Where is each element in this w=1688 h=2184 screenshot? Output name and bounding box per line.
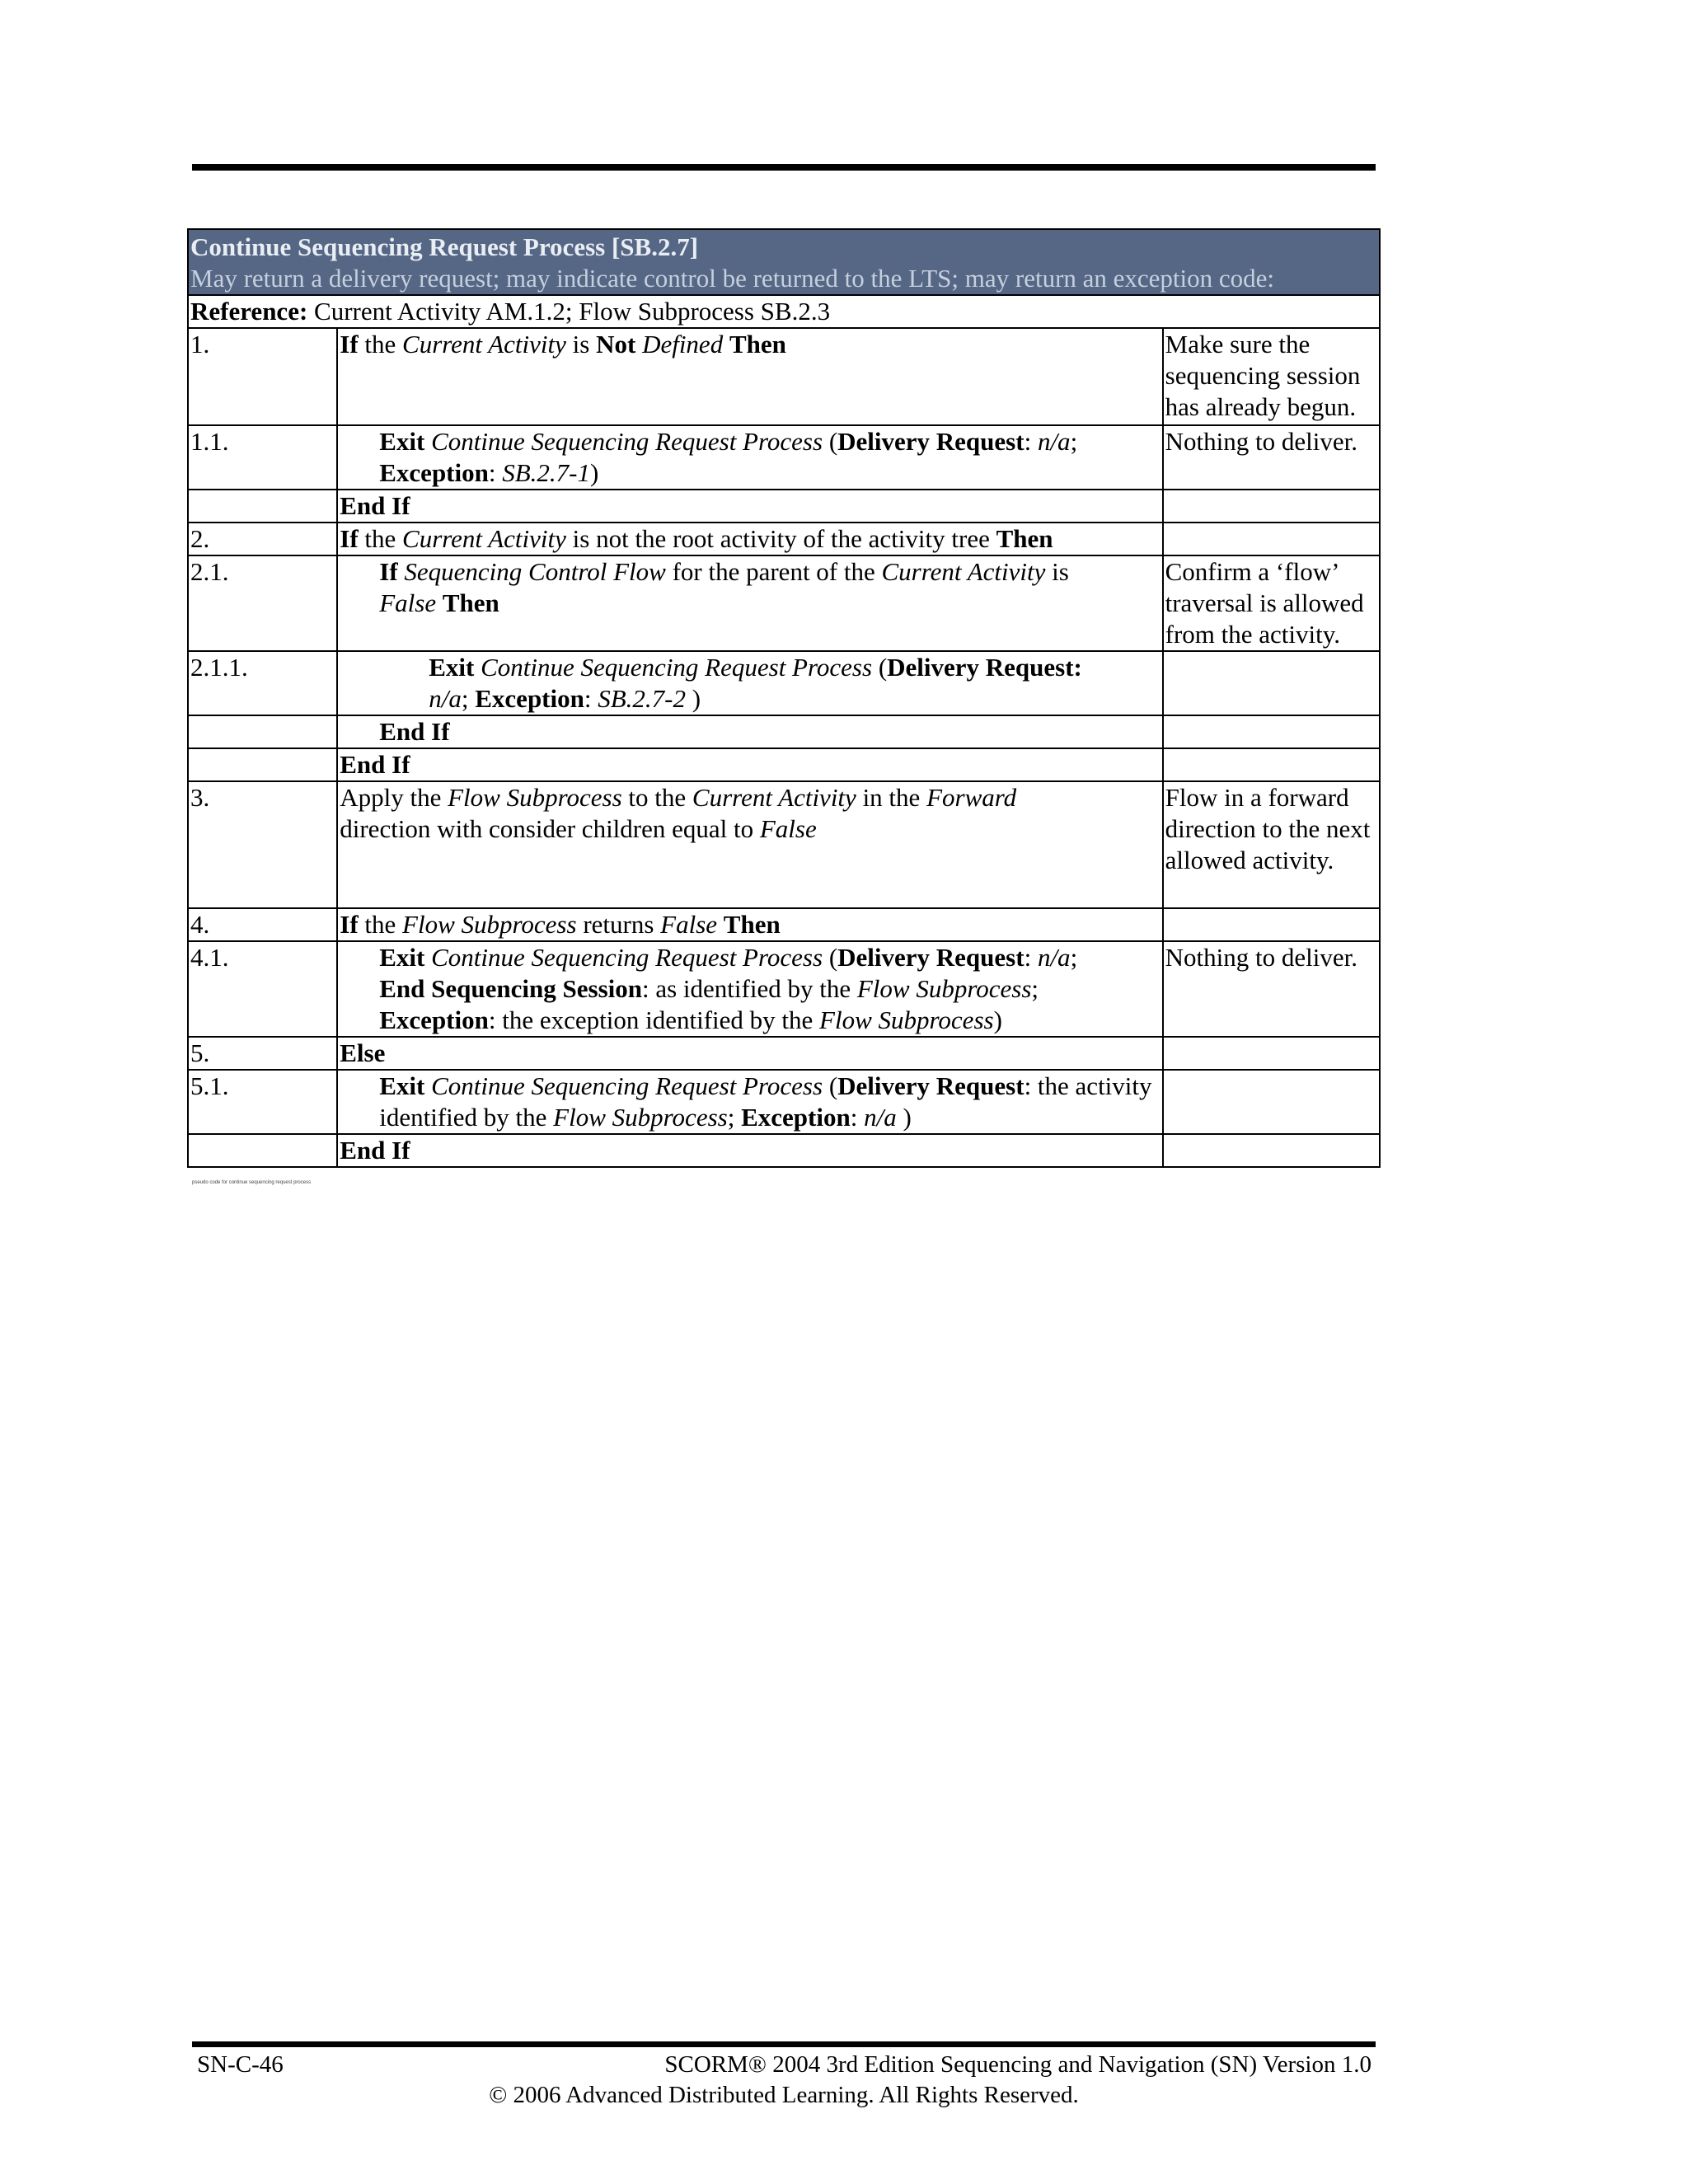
step-text-segment: Delivery Request bbox=[837, 1071, 1025, 1100]
step-text-segment: Defined bbox=[642, 330, 724, 359]
step-note bbox=[1163, 523, 1380, 555]
step-text-segment: : bbox=[850, 1103, 865, 1132]
step-text-segment: ) bbox=[686, 684, 701, 713]
pseudo-code-table bbox=[187, 228, 1381, 1168]
step-number: 1.1. bbox=[188, 425, 337, 490]
step-text-segment: Sequencing Control Flow bbox=[404, 557, 666, 586]
step-text-segment: Current Activity bbox=[402, 524, 566, 553]
step-text-segment: If bbox=[340, 330, 359, 359]
step-text-segment: n/a bbox=[864, 1103, 897, 1132]
step-number bbox=[188, 1134, 337, 1167]
step-text-segment bbox=[424, 427, 431, 456]
step-text-segment: Exit bbox=[429, 653, 475, 682]
step-text-segment bbox=[424, 943, 431, 972]
step-text-segment: ( bbox=[872, 653, 888, 682]
step-number: 5. bbox=[188, 1037, 337, 1070]
step-text-segment bbox=[424, 1071, 431, 1100]
step-text bbox=[337, 555, 1162, 651]
table-header-title-row bbox=[188, 229, 1380, 263]
step-text-segment: : the exception identified by the bbox=[488, 1005, 820, 1034]
step-text-segment: for the parent of the bbox=[665, 557, 882, 586]
step-text-segment: Not bbox=[596, 330, 636, 359]
step-text-segment: Flow Subprocess bbox=[856, 974, 1032, 1003]
step-text-segment: SB.2.7-2 bbox=[598, 684, 687, 713]
step-text-segment: : as identified by the bbox=[641, 974, 857, 1003]
step-text-segment: : bbox=[1024, 943, 1038, 972]
copyright: © 2006 Advanced Distributed Learning. All Rights Reserved. bbox=[489, 2082, 1079, 2108]
table-row bbox=[188, 651, 1380, 715]
step-text-segment: False bbox=[759, 814, 817, 843]
table-row bbox=[188, 328, 1380, 425]
table-row bbox=[188, 941, 1380, 1037]
step-text-segment: n/a bbox=[1037, 427, 1071, 456]
step-text-segment: Else bbox=[340, 1038, 386, 1067]
step-text-segment: False bbox=[660, 910, 718, 939]
step-text bbox=[337, 715, 1162, 748]
table-row bbox=[188, 523, 1380, 555]
step-text-segment: Exception bbox=[741, 1103, 851, 1132]
step-note: Nothing to deliver. bbox=[1163, 425, 1380, 490]
step-text-segment: Exception bbox=[379, 458, 489, 487]
step-text-segment: ) bbox=[590, 458, 599, 487]
step-text-segment: Continue Sequencing Request Process bbox=[431, 1071, 823, 1100]
table-row bbox=[188, 1070, 1380, 1134]
reference-cell bbox=[188, 295, 1380, 328]
step-text-segment: Flow Subprocess bbox=[819, 1005, 994, 1034]
step-text-segment: Current Activity bbox=[692, 783, 856, 812]
step-text-segment: the bbox=[358, 910, 403, 939]
step-text-segment: is not the root activity of the activity tree bbox=[565, 524, 996, 553]
bottom-rule bbox=[192, 2041, 1376, 2047]
step-text-segment: If bbox=[379, 557, 398, 586]
step-text-segment: Current Activity bbox=[402, 330, 566, 359]
step-text-segment: Continue Sequencing Request Process bbox=[431, 427, 823, 456]
step-text-segment: ( bbox=[823, 1071, 838, 1100]
page-number: SN-C-46 bbox=[197, 2051, 284, 2078]
step-text-segment: End If bbox=[379, 717, 450, 746]
step-note: Nothing to deliver. bbox=[1163, 941, 1380, 1037]
step-note bbox=[1163, 490, 1380, 523]
step-text-segment: Exception bbox=[379, 1005, 489, 1034]
step-text-segment: in the bbox=[856, 783, 927, 812]
step-text bbox=[337, 425, 1162, 490]
reference-row bbox=[188, 295, 1380, 328]
step-text-segment bbox=[436, 588, 443, 617]
step-text-segment: Continue Sequencing Request Process bbox=[481, 653, 873, 682]
step-text-segment: : bbox=[1024, 427, 1038, 456]
step-note bbox=[1163, 748, 1380, 781]
step-text-segment bbox=[723, 330, 729, 359]
step-text bbox=[337, 1134, 1162, 1167]
step-text-segment: returns bbox=[576, 910, 661, 939]
step-text-segment: ; bbox=[727, 1103, 742, 1132]
step-number: 4. bbox=[188, 908, 337, 941]
step-text-segment: Continue Sequencing Request Process bbox=[431, 943, 823, 972]
step-note bbox=[1163, 651, 1380, 715]
table-caption: pseudo code for continue sequencing request process bbox=[192, 1180, 312, 1185]
step-number bbox=[188, 490, 337, 523]
reference-label: Reference: bbox=[190, 297, 308, 326]
step-text-segment: the bbox=[358, 330, 403, 359]
step-text-segment: ( bbox=[823, 943, 838, 972]
step-text bbox=[337, 748, 1162, 781]
step-note bbox=[1163, 1134, 1380, 1167]
step-text-segment: direction with consider children equal to bbox=[340, 814, 760, 843]
step-text-segment: Exit bbox=[379, 427, 425, 456]
table-row bbox=[188, 715, 1380, 748]
step-text-segment: n/a bbox=[429, 684, 462, 713]
document-title: SCORM® 2004 3rd Edition Sequencing and Navigation (SN) Version 1.0 bbox=[664, 2051, 1372, 2078]
step-text-segment: If bbox=[340, 910, 359, 939]
step-number: 3. bbox=[188, 781, 337, 908]
table-row bbox=[188, 1134, 1380, 1167]
step-number bbox=[188, 748, 337, 781]
step-text-segment: : the activity identified by the bbox=[379, 1071, 1152, 1132]
step-text-segment: ) bbox=[896, 1103, 912, 1132]
step-text-segment: Flow Subprocess bbox=[553, 1103, 728, 1132]
step-text-segment: End If bbox=[340, 1136, 410, 1165]
step-text-segment: Exit bbox=[379, 1071, 425, 1100]
step-text bbox=[337, 651, 1162, 715]
step-text-segment: Then bbox=[723, 910, 781, 939]
step-text-segment: is bbox=[565, 330, 597, 359]
table-row bbox=[188, 781, 1380, 908]
top-rule bbox=[192, 164, 1376, 171]
step-text bbox=[337, 941, 1162, 1037]
table-row bbox=[188, 555, 1380, 651]
step-number bbox=[188, 715, 337, 748]
step-text-segment: Forward bbox=[926, 783, 1017, 812]
step-text-segment: If bbox=[340, 524, 359, 553]
step-text-segment: End If bbox=[340, 491, 410, 520]
step-note: Flow in a forward direction to the next allowed activity. bbox=[1163, 781, 1380, 908]
step-text-segment: the bbox=[358, 524, 403, 553]
step-number: 2.1. bbox=[188, 555, 337, 651]
step-text bbox=[337, 908, 1162, 941]
step-text-segment: ; bbox=[1070, 427, 1078, 456]
step-text-segment: Exception bbox=[475, 684, 584, 713]
step-note bbox=[1163, 1070, 1380, 1134]
step-text-segment: Current Activity bbox=[881, 557, 1046, 586]
step-note: Confirm a ‘flow’ traversal is allowed from the activity. bbox=[1163, 555, 1380, 651]
step-text-segment: n/a bbox=[1037, 943, 1071, 972]
table-row bbox=[188, 1037, 1380, 1070]
step-number: 4.1. bbox=[188, 941, 337, 1037]
step-text-segment: Apply the bbox=[340, 783, 448, 812]
step-text-segment: to the bbox=[621, 783, 692, 812]
step-text-segment bbox=[635, 330, 642, 359]
step-number: 5.1. bbox=[188, 1070, 337, 1134]
step-text bbox=[337, 328, 1162, 425]
step-note bbox=[1163, 908, 1380, 941]
step-text-segment: Then bbox=[442, 588, 499, 617]
step-note bbox=[1163, 1037, 1380, 1070]
table-row bbox=[188, 490, 1380, 523]
step-note bbox=[1163, 715, 1380, 748]
step-text-segment: ; bbox=[1070, 943, 1078, 972]
step-text bbox=[337, 490, 1162, 523]
step-text-segment bbox=[474, 653, 481, 682]
step-note: Make sure the sequencing session has already begun. bbox=[1163, 328, 1380, 425]
step-text-segment: Exit bbox=[379, 943, 425, 972]
step-text-segment: ( bbox=[823, 427, 838, 456]
step-text-segment: Flow Subprocess bbox=[448, 783, 622, 812]
step-text bbox=[337, 781, 1162, 908]
step-text-segment: End Sequencing Session bbox=[379, 974, 642, 1003]
step-text-segment: Delivery Request: bbox=[887, 653, 1082, 682]
table-row bbox=[188, 748, 1380, 781]
step-number: 1. bbox=[188, 328, 337, 425]
reference-text: Current Activity AM.1.2; Flow Subprocess SB.2.3 bbox=[307, 297, 831, 326]
step-text-segment: is bbox=[1045, 557, 1069, 586]
step-text-segment: Then bbox=[729, 330, 786, 359]
step-number: 2. bbox=[188, 523, 337, 555]
step-text-segment: Flow Subprocess bbox=[402, 910, 577, 939]
step-text-segment: ; bbox=[1031, 974, 1039, 1003]
step-text-segment: Delivery Request bbox=[837, 427, 1025, 456]
step-text bbox=[337, 1070, 1162, 1134]
step-text-segment: SB.2.7-1 bbox=[502, 458, 591, 487]
process-title: Continue Sequencing Request Process [SB.2.7] bbox=[188, 229, 1380, 263]
step-text-segment: : bbox=[488, 458, 503, 487]
table-row bbox=[188, 425, 1380, 490]
step-text-segment: : bbox=[584, 684, 598, 713]
process-description: May return a delivery request; may indicate control be returned to the LTS; may return an exception code: bbox=[188, 263, 1380, 295]
step-number: 2.1.1. bbox=[188, 651, 337, 715]
step-text-segment: ) bbox=[993, 1005, 1002, 1034]
step-text bbox=[337, 1037, 1162, 1070]
step-text-segment: End If bbox=[340, 750, 410, 779]
step-text-segment: False bbox=[379, 588, 437, 617]
table-row bbox=[188, 908, 1380, 941]
step-text-segment bbox=[717, 910, 724, 939]
table-header-subtitle-row bbox=[188, 263, 1380, 295]
step-text bbox=[337, 523, 1162, 555]
step-text-segment: ; bbox=[461, 684, 476, 713]
step-text-segment: Delivery Request bbox=[837, 943, 1025, 972]
step-text-segment: Then bbox=[996, 524, 1053, 553]
